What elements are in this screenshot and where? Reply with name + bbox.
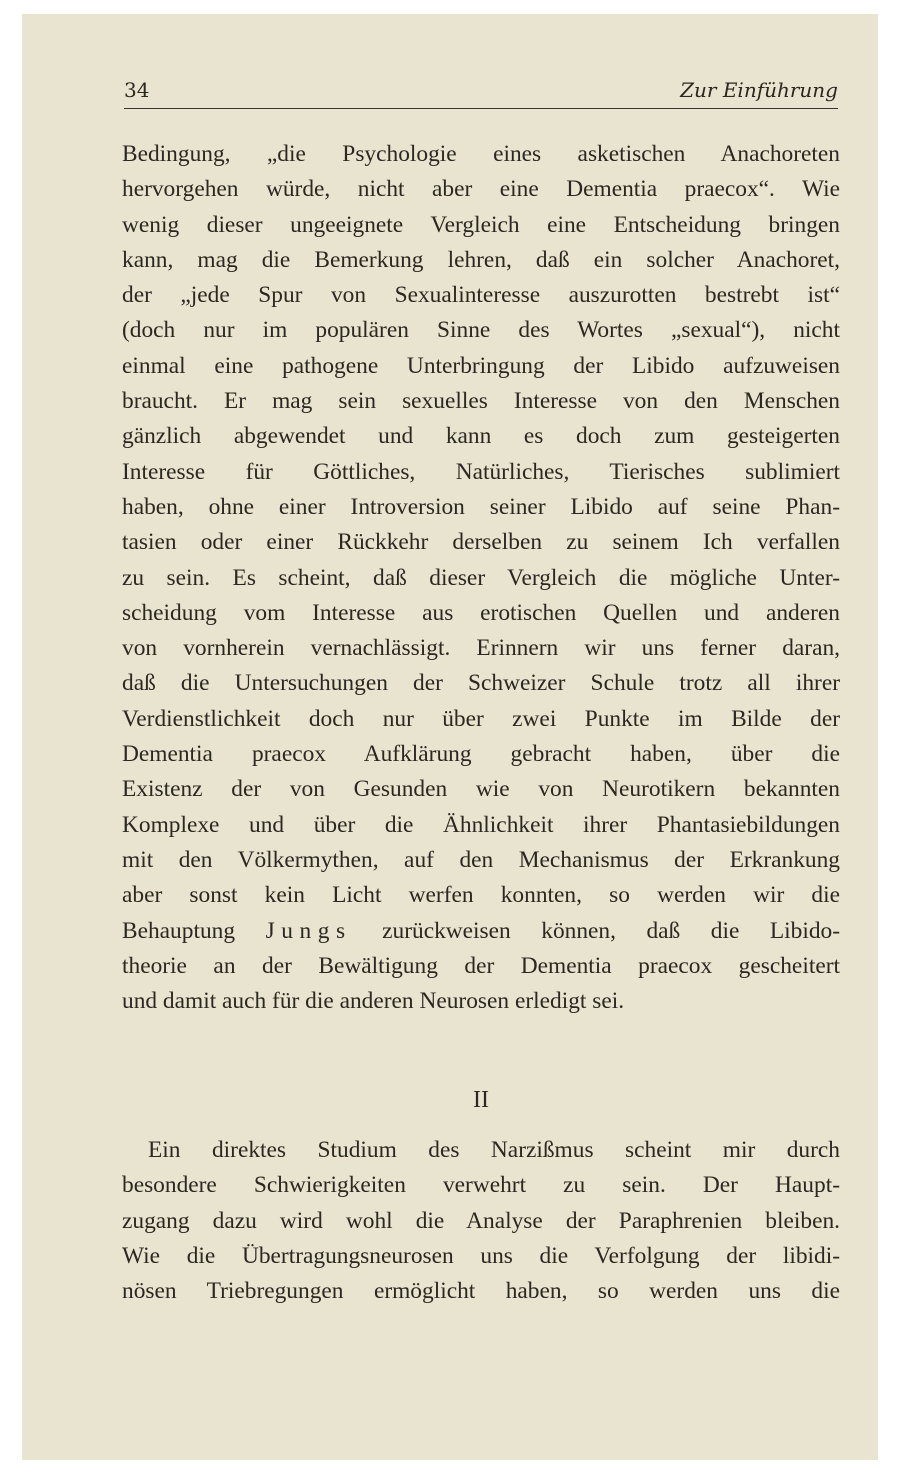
text-line: Dementia praecox Aufklärung gebracht haben, über die (122, 741, 840, 768)
text-line: und damit auch für die anderen Neurosen erledigt sei. (122, 988, 625, 1015)
text-line: von vornherein vernachlässigt. Erinnern wir uns ferner daran, (122, 635, 840, 662)
text-line: wenig dieser ungeeignete Vergleich eine Entscheidung bringen (122, 211, 840, 238)
text-line: Komplexe und über die Ähnlichkeit ihrer Phantasiebildungen (122, 811, 840, 838)
text-line: braucht. Er mag sein sexuelles Interesse von den Menschen (122, 388, 840, 415)
text-line: Wie die Übertragungsneurosen uns die Verfolgung der libidi- (122, 1242, 840, 1269)
text-line: hervorgehen würde, nicht aber eine Dementia praecox“. Wie (122, 176, 840, 203)
text-line: Verdienstlichkeit doch nur über zwei Punkte im Bilde der (122, 705, 840, 732)
text-line: nösen Triebregungen ermöglicht haben, so werden uns die (122, 1278, 840, 1305)
text-line: tasien oder einer Rückkehr derselben zu seinem Ich verfallen (122, 529, 840, 556)
text-fragment: Behauptung (122, 917, 266, 944)
text-line: zu sein. Es scheint, daß dieser Vergleich die mögliche Unter- (122, 564, 840, 591)
section-heading: II (473, 1087, 489, 1113)
text-line: theorie an der Bewältigung der Dementia praecox gescheitert (122, 952, 840, 979)
author-name-spaced: Jungs (265, 917, 352, 944)
paragraph-2 (122, 1133, 840, 1309)
text-line (122, 914, 840, 949)
page-number: 34 (124, 78, 150, 102)
text-line: daß die Untersuchungen der Schweizer Schule trotz all ihrer (122, 670, 840, 697)
text-line: besondere Schwierigkeiten verwehrt zu sein. Der Haupt- (122, 1172, 840, 1199)
text-line: aber sonst kein Licht werfen konnten, so werden wir die (122, 882, 840, 909)
text-line: kann, mag die Bemerkung lehren, daß ein solcher Anachoret, (122, 246, 840, 273)
text-line: Existenz der von Gesunden wie von Neurotikern bekannten (122, 776, 840, 803)
text-line: Bedingung, „die Psychologie eines asketischen Anachoreten (122, 141, 840, 167)
text-line: (doch nur im populären Sinne des Wortes „sexual“), nicht (122, 317, 840, 344)
text-fragment: zurückweisen können, daß die Libido- (351, 917, 841, 944)
text-line: scheidung vom Interesse aus erotischen Quellen und anderen (122, 599, 840, 626)
text-line: Ein direktes Studium des Narzißmus scheint mir durch (148, 1137, 840, 1163)
paragraph-1 (122, 137, 840, 1019)
header-rule (124, 108, 838, 109)
page-header (124, 78, 838, 108)
text-line: mit den Völkermythen, auf den Mechanismus der Erkrankung (122, 846, 840, 873)
text-line: haben, ohne einer Introversion seiner Libido auf seine Phan- (122, 493, 840, 520)
text-line: zugang dazu wird wohl die Analyse der Paraphrenien bleiben. (122, 1207, 840, 1234)
text-line: einmal eine pathogene Unterbringung der Libido aufzuweisen (122, 352, 840, 379)
text-line: der „jede Spur von Sexualinteresse auszurotten bestrebt ist“ (122, 282, 840, 309)
running-head: Zur Einführung (680, 78, 838, 102)
text-line: Interesse für Göttliches, Natürliches, Tierisches sublimiert (122, 458, 840, 485)
text-line: gänzlich abgewendet und kann es doch zum gesteigerten (122, 423, 840, 450)
